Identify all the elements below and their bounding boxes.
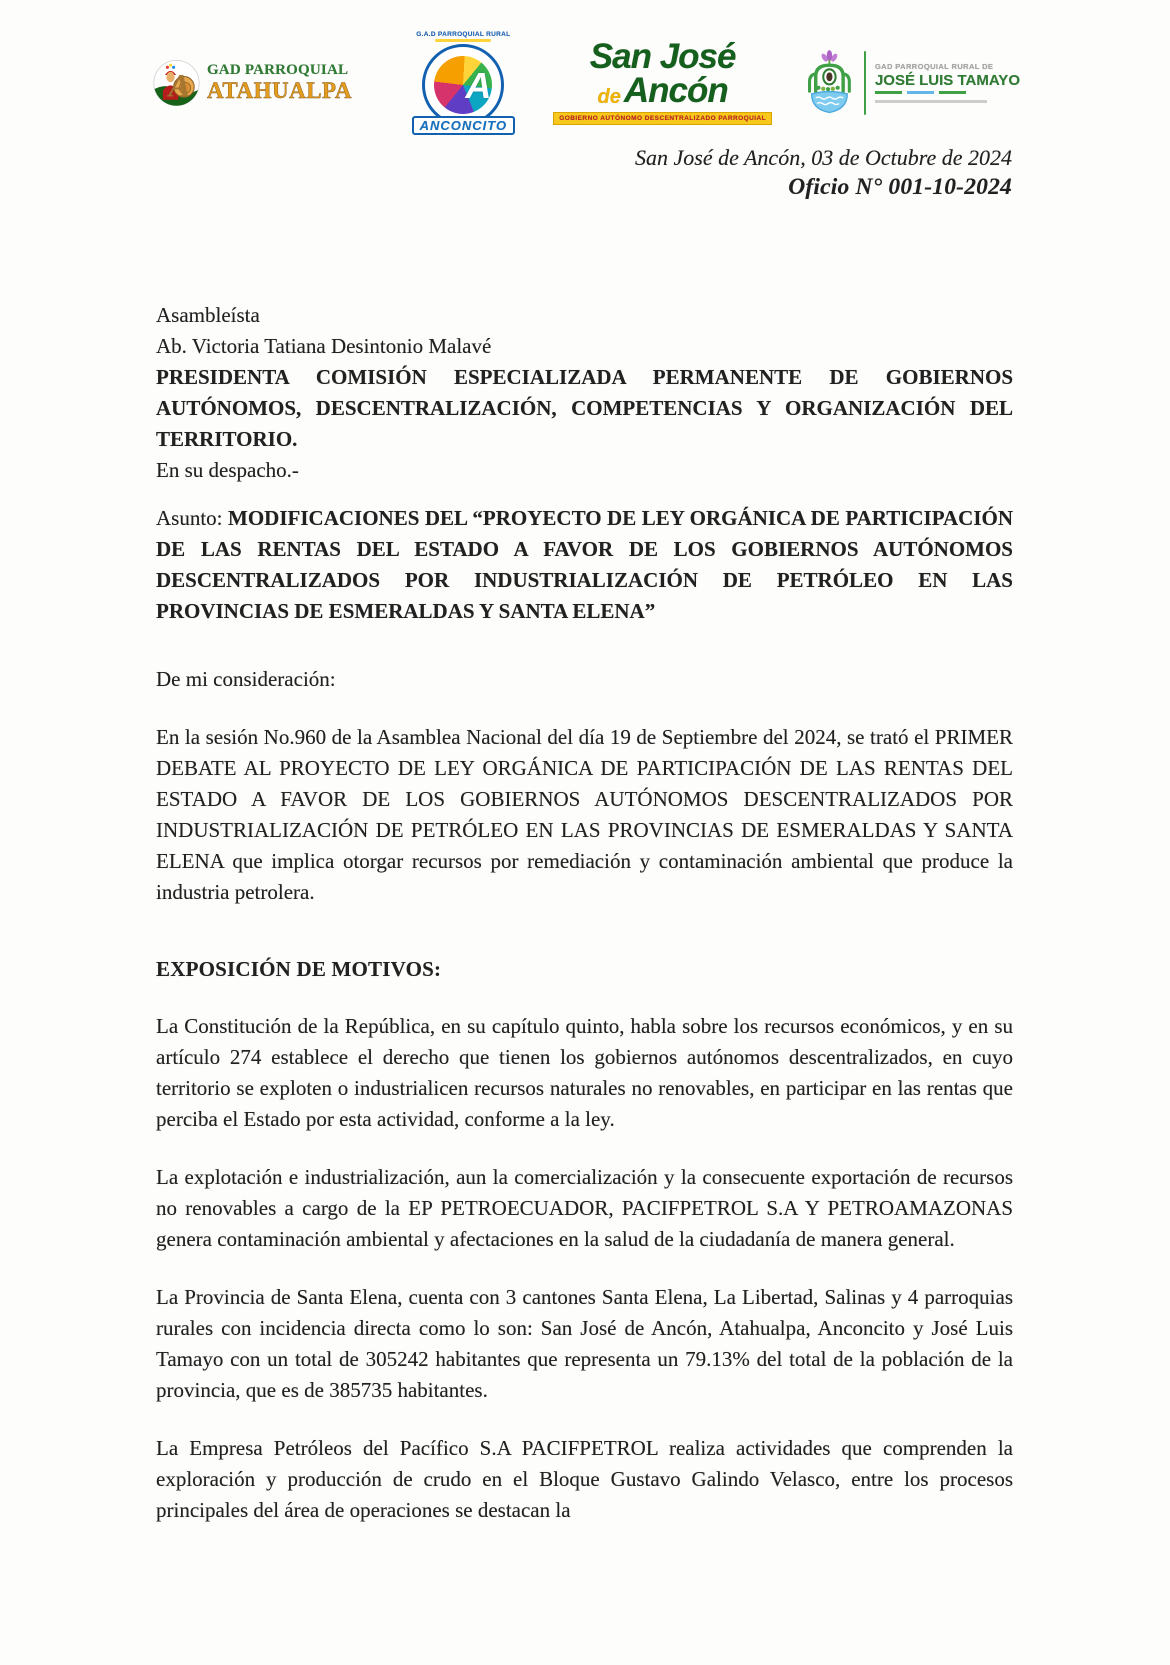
tamayo-name-label: JOSÉ LUIS TAMAYO — [874, 71, 1020, 89]
recipient-despacho: En su despacho.- — [156, 458, 299, 482]
date-line: San José de Ancón, 03 de Octubre de 2024 — [635, 145, 1012, 170]
ancon-de-label: de — [597, 86, 621, 108]
paragraph-constitution: La Constitución de la República, en su capítulo quinto, habla sobre los recursos económicos, y en su artículo 274 establece el derecho que tienen los gobiernos autónomos descentralizados, en cuyo territorio se exploten o industrialicen recursos naturales no renovables, en participar en las rentas que perciba el Estado por esta actividad, conforme a la ley. — [156, 1014, 1013, 1131]
anconcito-banner: ANCONCITO — [412, 116, 515, 135]
anconcito-monogram: A — [465, 64, 492, 106]
tamayo-gad-label: GAD PARROQUIAL RURAL DE — [874, 62, 994, 72]
greeting: De mi consideración: — [156, 667, 336, 691]
tamayo-underlines — [875, 91, 1020, 94]
logo-anconcito — [403, 31, 523, 135]
paragraph-session: En la sesión No.960 de la Asamblea Nacional del día 19 de Septiembre del 2024, se trató el PRIMER DEBATE AL PROYECTO DE LEY ORGÁNICA DE PARTICIPACIÓN DE LAS RENTAS DEL ESTADO A FAVOR DE LOS GOBIERNOS AUTÓNOMOS DESCENTRALIZADOS POR INDUSTRIALIZACIÓN DE PETRÓLEO EN LAS PROVINCIAS DE ESMERALDAS Y SANTA ELENA que implica otorgar recursos por remediación y contaminación ambiental que produce la industria petrolera. — [156, 725, 1013, 904]
subject-label: Asunto: — [156, 506, 223, 530]
recipient-name: Ab. Victoria Tatiana Desintonio Malavé — [156, 334, 492, 358]
paragraph-exploitation: La explotación e industrialización, aun la comercialización y la consecuente exportación de recursos no renovables a cargo de la EP PETROECUADOR, PACIFPETROL S.A Y PETROAMAZONAS genera contaminación ambiental y afectaciones en la salud de la ciudadanía de manera general. — [156, 1165, 1013, 1251]
logo-san-jose-de-ancon — [559, 37, 767, 125]
subject-line — [156, 503, 1013, 627]
paragraph-pacifpetrol: La Empresa Petróleos del Pacífico S.A PACIFPETROL realiza actividades que comprenden la exploración y producción de crudo en el Bloque Gustavo Galindo Velasco, entre los procesos principales del área de operaciones se destacan la — [156, 1436, 1013, 1522]
date-block — [0, 144, 1012, 202]
atahualpa-emblem-icon — [152, 35, 201, 131]
ancon-banner: GOBIERNO AUTÓNOMO DESCENTRALIZADO PARROQUIAL — [553, 112, 772, 125]
oficio-number: Oficio N° 001-10-2024 — [788, 174, 1012, 200]
atahualpa-gad-label: GAD PARROQUIAL — [206, 62, 349, 79]
ancon-title-line2 — [597, 70, 728, 110]
tamayo-tagline-line — [875, 100, 987, 103]
subject-text: MODIFICACIONES DEL “PROYECTO DE LEY ORGÁNICA DE PARTICIPACIÓN DE LAS RENTAS DEL ESTADO A FAVOR DE LOS GOBIERNOS AUTÓNOMOS DESCENTRALIZADOS POR INDUSTRIALIZACIÓN DE PETRÓLEO EN LAS PROVINCIAS DE ESMERALDAS Y SANTA ELENA” — [156, 506, 1014, 623]
letter-body — [156, 300, 1013, 1526]
section-heading: EXPOSICIÓN DE MOTIVOS: — [156, 957, 442, 981]
ancon-name-label: Ancón — [623, 70, 728, 110]
logo-atahualpa — [152, 35, 352, 131]
atahualpa-name-label: ATAHUALPA — [206, 77, 352, 103]
recipient-salutation: Asambleísta — [156, 303, 260, 327]
anconcito-swoosh — [435, 39, 491, 42]
recipient-block — [156, 300, 1013, 486]
logo-jose-luis-tamayo — [802, 33, 1020, 133]
recipient-title: PRESIDENTA COMISIÓN ESPECIALIZADA PERMANENTE DE GOBIERNOS AUTÓNOMOS, DESCENTRALIZACIÓN, COMPETENCIAS Y ORGANIZACIÓN DEL TERRITORIO. — [156, 365, 1013, 451]
ancon-title-line1: San José — [589, 37, 736, 76]
svg-text:A: A — [168, 68, 191, 105]
tamayo-crest-icon — [802, 33, 857, 133]
anconcito-emblem-icon — [422, 44, 504, 126]
anconcito-top-label: G.A.D PARROQUIAL RURAL — [416, 31, 511, 39]
paragraph-province: La Provincia de Santa Elena, cuenta con 3 cantones Santa Elena, La Libertad, Salinas y 4 parroquias rurales con incidencia directa como lo son: San José de Ancón, Atahualpa, Anconcito y José Luis Tamayo con un total de 305242 habitantes que representa un 79.13% del total de la población de la provincia, que es de 385735 habitantes. — [156, 1285, 1013, 1402]
header-logo-row — [152, 26, 1020, 140]
tamayo-divider — [864, 51, 866, 115]
